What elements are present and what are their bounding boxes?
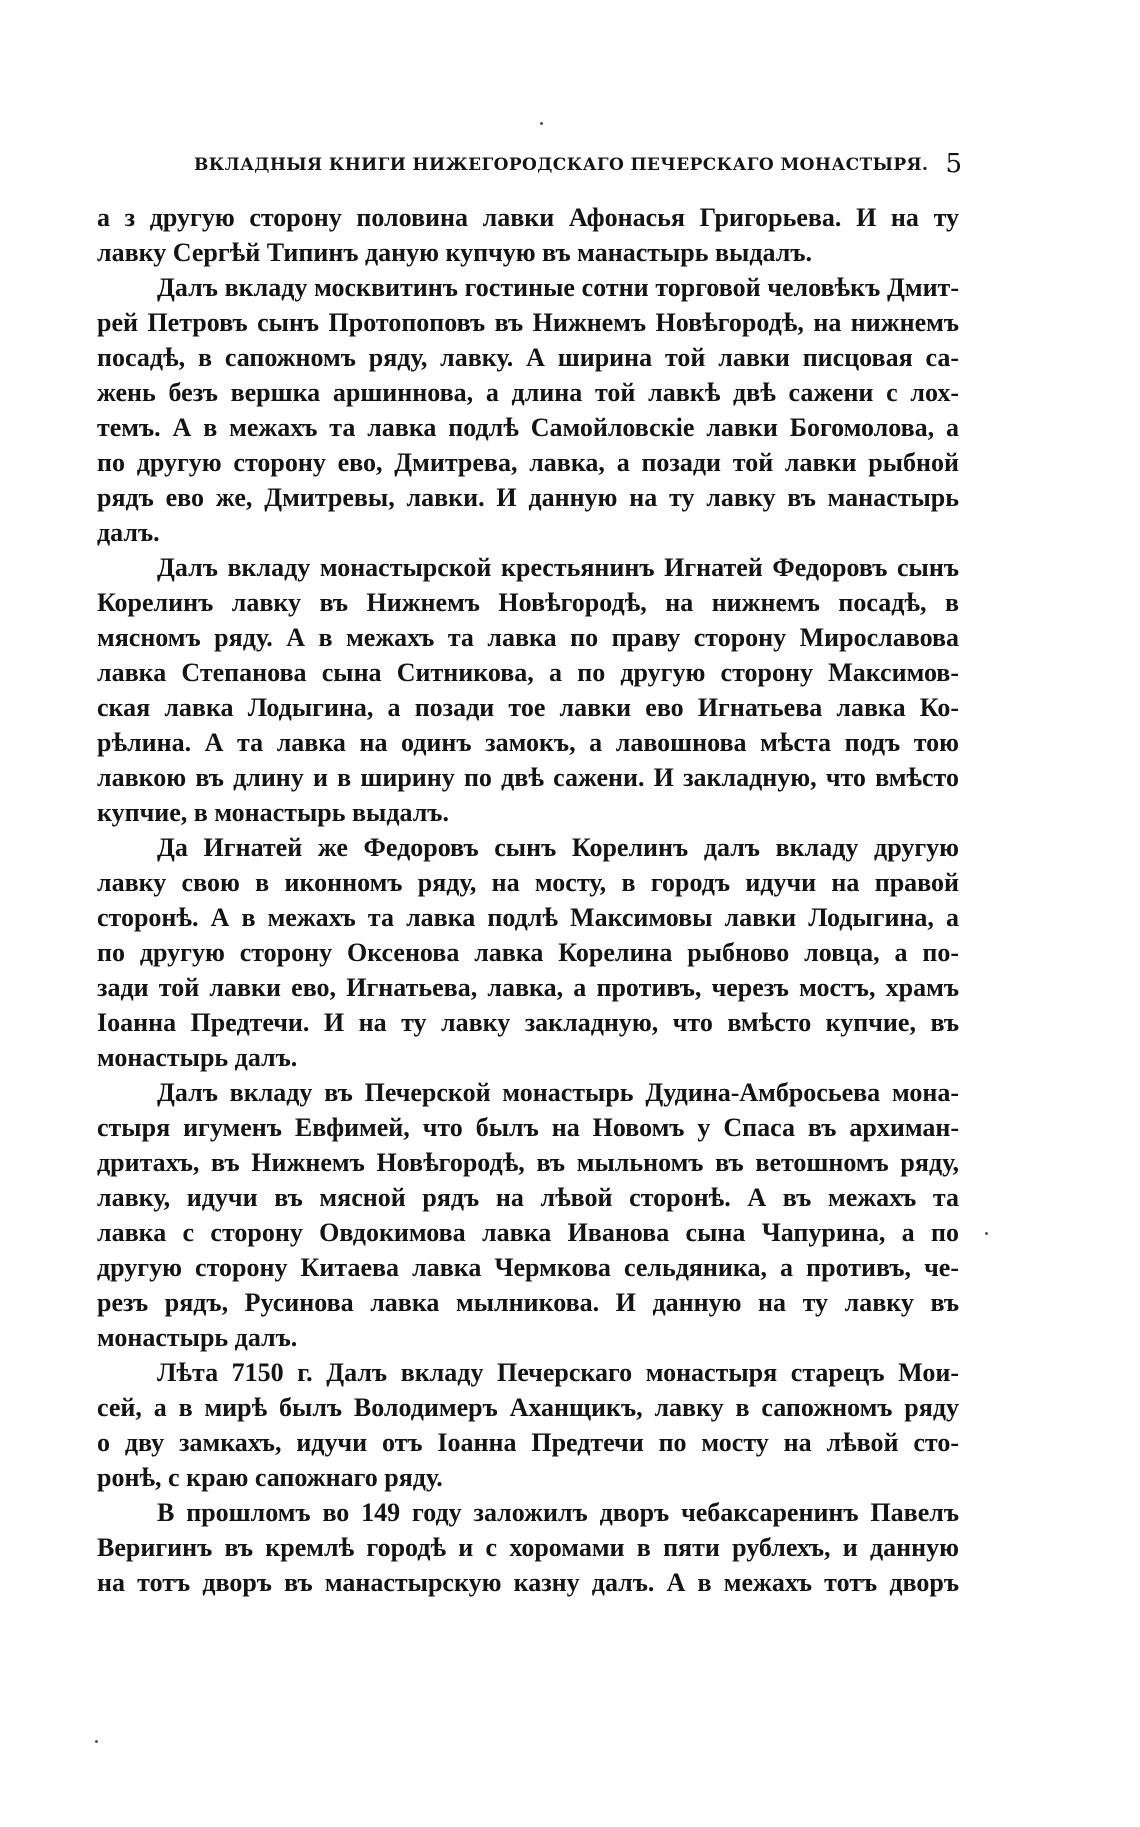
text-line: по другую сторону Оксенова лавка Корелина рыбново ловца, а по-	[97, 938, 959, 967]
text-line: Корелинъ лавку въ Нижнемъ Новѣгородѣ, на нижнемъ посадѣ, в	[97, 588, 959, 617]
text-line: сторонѣ. А в межахъ та лавка подлѣ Максимовы лавки Лодыгина, а	[97, 903, 959, 932]
page-header	[97, 149, 962, 183]
page-number: 5	[945, 149, 962, 179]
text-line: о дву замкахъ, идучи отъ Іоанна Предтечи по мосту на лѣвой сто-	[97, 1428, 959, 1457]
text-line: лавка с сторону Овдокимова лавка Иванова сына Чапурина, а по	[97, 1218, 959, 1247]
text-line: Далъ вкладу москвитинъ гостиные сотни торговой человѣкъ Дмит-	[157, 273, 959, 302]
text-line: Веригинъ въ кремлѣ городѣ и с хоромами в пяти рублехъ, и данную	[97, 1533, 959, 1562]
text-line: мясномъ ряду. А в межахъ та лавка по праву сторону Мирославова	[97, 623, 959, 652]
text-line: Далъ вкладу монастырской крестьянинъ Игнатей Федоровъ сынъ	[157, 553, 959, 582]
text-line: Іоанна Предтечи. И на ту лавку закладную, что вмѣсто купчие, въ	[97, 1008, 959, 1037]
text-line: лавку, идучи въ мясной рядъ на лѣвой сторонѣ. А въ межахъ та	[97, 1183, 959, 1212]
text-line: резъ рядъ, Русинова лавка мылникова. И данную на ту лавку въ	[97, 1288, 959, 1317]
text-line: сей, а в мирѣ былъ Володимеръ Аханщикъ, лавку в сапожномъ ряду	[97, 1393, 959, 1422]
text-line: монастырь далъ.	[97, 1323, 298, 1352]
text-line: ронѣ, с краю сапожнаго ряду.	[97, 1463, 443, 1492]
text-line: на тотъ дворъ въ манастырскую казну далъ. А в межахъ тотъ дворъ	[97, 1568, 959, 1597]
text-line: Да Игнатей же Федоровъ сынъ Корелинъ далъ вкладу другую	[157, 833, 959, 862]
page-speck	[95, 1740, 98, 1743]
text-line: стыря игуменъ Евфимей, что былъ на Новомъ у Спаса въ архиман-	[97, 1113, 959, 1142]
running-title: ВКЛАДНЫЯ КНИГИ НИЖЕГОРОДСКАГО ПЕЧЕРСКАГО МОНАСТЫРЯ.	[194, 155, 929, 175]
body-text	[97, 200, 959, 1600]
text-line: ская лавка Лодыгина, а позади тое лавки ево Игнатьева лавка Ко-	[97, 693, 959, 722]
text-line: темъ. А в межахъ та лавка подлѣ Самойловскіе лавки Богомолова, а	[97, 413, 959, 442]
text-line: рѣлина. А та лавка на одинъ замокъ, а лавошнова мѣста подъ тою	[97, 728, 959, 757]
text-line: дритахъ, въ Нижнемъ Новѣгородѣ, въ мыльномъ въ ветошномъ ряду,	[97, 1148, 959, 1177]
text-line: монастырь далъ.	[97, 1043, 298, 1072]
text-line: зади той лавки ево, Игнатьева, лавка, а противъ, черезъ мостъ, храмъ	[97, 973, 959, 1002]
text-line: лавку Сергѣй Типинъ даную купчую въ манастырь выдалъ.	[97, 238, 812, 267]
text-line: рядъ ево же, Дмитревы, лавки. И данную на ту лавку въ манастырь	[97, 483, 959, 512]
text-line: рей Петровъ сынъ Протопоповъ въ Нижнемъ Новѣгородѣ, на нижнемъ	[97, 308, 959, 337]
text-line: лавку свою в иконномъ ряду, на мосту, в городъ идучи на правой	[97, 868, 959, 897]
page-speck	[540, 122, 543, 125]
text-line: купчие, в монастырь выдалъ.	[97, 798, 449, 827]
page-speck	[985, 1232, 988, 1235]
text-line: другую сторону Китаева лавка Чермкова сельдяника, а противъ, че-	[97, 1253, 959, 1282]
text-line: В прошломъ во 149 году заложилъ дворъ чебаксаренинъ Павелъ	[157, 1498, 959, 1527]
text-line: лавкою въ длину и в ширину по двѣ сажени. И закладную, что вмѣсто	[97, 763, 959, 792]
text-line: далъ.	[97, 518, 160, 547]
text-line: Далъ вкладу въ Печерской монастырь Дудина-Амбросьева мона-	[157, 1078, 959, 1107]
text-line: Лѣта 7150 г. Далъ вкладу Печерскаго монастыря старецъ Мои-	[157, 1358, 959, 1387]
text-line: посадѣ, в сапожномъ ряду, лавку. А ширина той лавки писцовая са-	[97, 343, 959, 372]
text-line: лавка Степанова сына Ситникова, а по другую сторону Максимов-	[97, 658, 959, 687]
text-line: по другую сторону ево, Дмитрева, лавка, а позади той лавки рыбной	[97, 448, 959, 477]
text-line: а з другую сторону половина лавки Афонасья Григорьева. И на ту	[97, 203, 959, 232]
text-line: жень безъ вершка аршиннова, а длина той лавкѣ двѣ сажени с лох-	[97, 378, 959, 407]
